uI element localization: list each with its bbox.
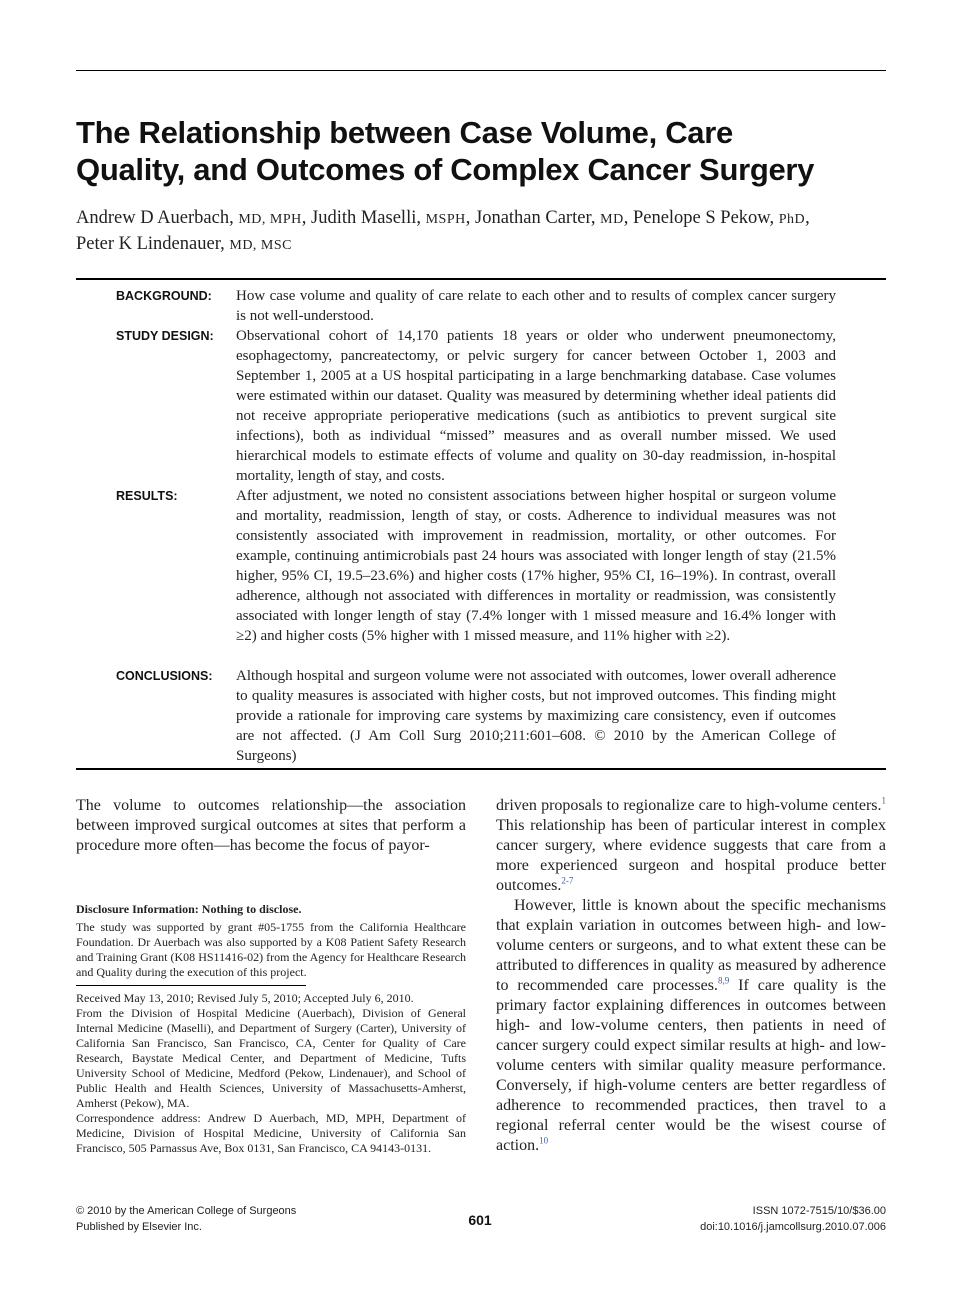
citation-link[interactable]: 1 <box>881 795 886 806</box>
body-paragraph: The volume to outcomes relationship—the association between improved surgical outcomes at sites that perform a procedure more often—has become the focus of payor- <box>76 797 466 854</box>
abstract-box <box>76 278 886 770</box>
text-run: driven proposals to regionalize care to high-volume centers. <box>496 797 882 814</box>
abstract-text: How case volume and quality of care relate to each other and to results of complex cancer surgery is not well-understood. <box>236 288 836 324</box>
article-info-block <box>76 991 466 1156</box>
abstract-label: BACKGROUND: <box>116 289 212 303</box>
author-name: Penelope S Pekow <box>632 208 770 228</box>
text-run: However, little is known about the specific mechanisms that explain variation in outcomes between high- and low-volume centers or surgeons, and to what extent these can be attributed to differences in quality as measured by adherence to recommended care processes. <box>496 897 886 994</box>
body-column-right <box>496 796 886 1156</box>
body-paragraph <box>496 796 886 896</box>
author-degrees: MSPH <box>425 212 466 227</box>
author-degrees: MD <box>600 212 624 227</box>
title-line-1: The Relationship between Case Volume, Care <box>76 115 733 150</box>
abstract-label: RESULTS: <box>116 489 178 503</box>
page-number: 601 <box>468 1212 492 1228</box>
author-degrees: PhD <box>778 212 806 227</box>
abstract-label: STUDY DESIGN: <box>116 329 214 343</box>
footnote-block <box>76 902 466 980</box>
affiliations: From the Division of Hospital Medicine (Auerbach), Division of General Internal Medicine (Maselli), and Department of Surgery (Carter), University of California San Francisco, San Francisco, CA, Center for Quality of Care Research, Baystate Medical Center, and Department of Medicine, Tufts University School of Medicine, Medford (Pekow, Lindenauer), and School of Public Health and Health Sciences, University of Massachusetts-Amherst, Amherst (Pekow), MA. <box>76 1006 466 1110</box>
abstract-text: Observational cohort of 14,170 patients 18 years or older who underwent pneumonectomy, esophagectomy, pancreatectomy, or pelvic surgery for cancer between October 1, 2003 and September 1, 2005 at a US hospital participating in a large benchmarking database. Case volumes were estimated within our dataset. Quality was measured by determining whether ideal patients did not receive appropriate perioperative medications (such as antibiotics to prevent surgical site infections), both as individual “missed” measures and as overall number missed. We used hierarchical models to estimate effects of volume and quality on 30-day readmission, in-hospital mortality, length of stay, and costs. <box>236 328 836 484</box>
author-name: Peter K Lindenauer <box>76 234 221 254</box>
footer-right <box>700 1203 886 1235</box>
citation-link[interactable]: 2-7 <box>561 875 574 886</box>
citation-link[interactable]: 10 <box>539 1135 549 1146</box>
abstract-label: CONCLUSIONS: <box>116 669 213 683</box>
support-note: The study was supported by grant #05-1755 from the California Healthcare Foundation. Dr Auerbach was also supported by a K08 Patient Safety Research and Training Grant (K08 HS11416-02) from the Agency for Healthcare Research and Quality during the execution of this project. <box>76 920 466 979</box>
issn-line: ISSN 1072-7515/10/$36.00 <box>752 1205 886 1217</box>
author-degrees: MD, MSC <box>229 238 293 253</box>
disclosure-note: Disclosure Information: Nothing to disclose. <box>76 902 302 916</box>
author-name: Jonathan Carter <box>475 208 591 228</box>
author-name: Andrew D Auerbach <box>76 208 230 228</box>
text-run: If care quality is the primary factor explaining differences in outcomes between high- and low-volume centers, then patients in need of cancer surgery could expect similar results at high- and low-volume centers with similar quality measure performance. Conversely, if high-volume centers are better regardless of adherence to recommended practices, then travel to a regional referral center would be the wisest course of action. <box>496 977 886 1154</box>
body-column-left <box>76 796 466 856</box>
copyright-line: © 2010 by the American College of Surgeons <box>76 1205 297 1217</box>
correspondence-address: Correspondence address: Andrew D Auerbach, MD, MPH, Department of Medicine, Division of Hospital Medicine, University of California San Francisco, 505 Parnassus Ave, Box 0131, San Francisco, CA 94143-0131. <box>76 1111 466 1155</box>
author-name: Judith Maselli <box>311 208 417 228</box>
body-paragraph <box>496 896 886 1156</box>
doi-link[interactable]: doi:10.1016/j.jamcollsurg.2010.07.006 <box>700 1221 886 1233</box>
publisher-line: Published by Elsevier Inc. <box>76 1221 202 1233</box>
article-title <box>76 114 876 188</box>
abstract-text: Although hospital and surgeon volume were not associated with outcomes, lower overall adherence to quality measures is associated with higher costs, but not improved outcomes. This finding might provide a rationale for improving care systems by maximizing care consistency, even if outcomes are not affected. (J Am Coll Surg 2010;211:601–608. © 2010 by the American College of Surgeons) <box>236 668 836 764</box>
author-list: Andrew D Auerbach, MD, MPH, Judith Maselli, MSPH, Jonathan Carter, MD, Penelope S Pekow, PhD, Peter K Lindenauer, MD, MSC <box>76 208 810 254</box>
author-degrees: MD, MPH <box>238 212 302 227</box>
top-rule <box>76 70 886 71</box>
text-run: This relationship has been of particular interest in complex cancer surgery, where evidence suggests that care from a more experienced surgeon and hospital produce better outcomes. <box>496 817 886 894</box>
footnote-rule <box>76 985 306 986</box>
abstract-text: After adjustment, we noted no consistent associations between higher hospital or surgeon volume and mortality, readmission, length of stay, or costs. Adherence to individual measures was not consistently associated with improvement in readmission, mortality, or other outcomes. For example, continuing antimicrobials past 24 hours was associated with longer length of stay (21.5% higher, 95% CI, 19.5–23.6%) and higher costs (17% higher, 95% CI, 16–19%). In contrast, overall adherence, although not associated with differences in mortality or readmission, was consistently associated with longer length of stay (7.4% longer with 1 missed measure and 16.4% longer with ≥2) and higher costs (5% higher with 1 missed measure, and 11% higher with ≥2). <box>236 488 836 644</box>
received-dates: Received May 13, 2010; Revised July 5, 2010; Accepted July 6, 2010. <box>76 991 414 1005</box>
title-line-2: Quality, and Outcomes of Complex Cancer Surgery <box>76 152 815 187</box>
citation-link[interactable]: 8,9 <box>717 975 730 986</box>
